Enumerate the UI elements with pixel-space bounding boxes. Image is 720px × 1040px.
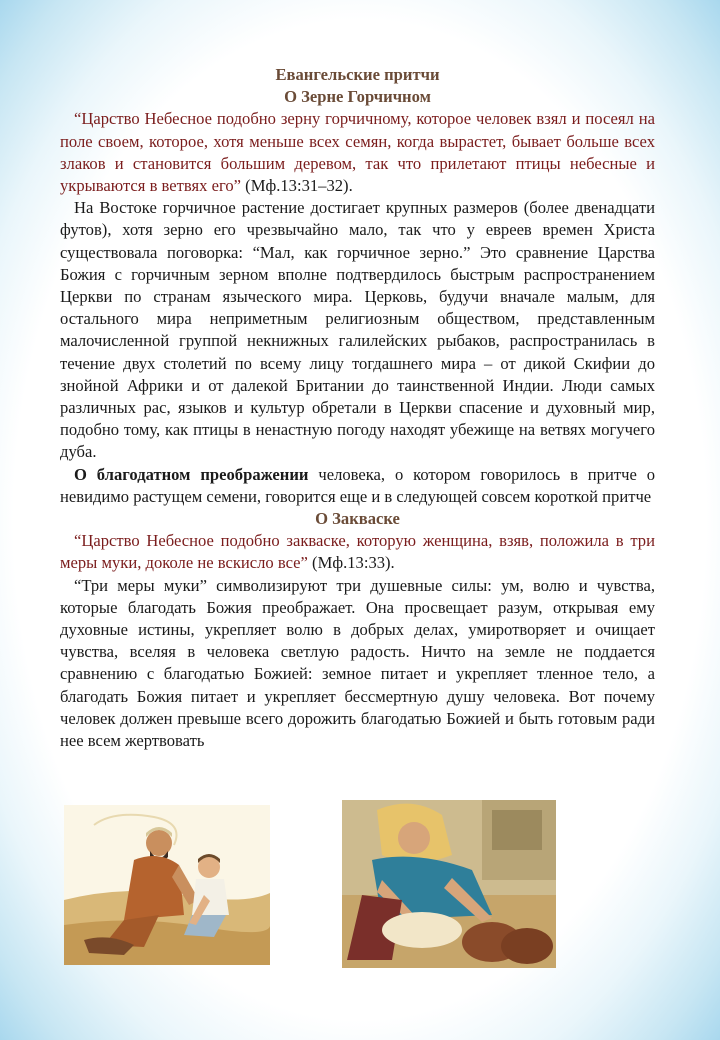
illustration-woman-leaven (342, 800, 556, 968)
illustration-sower (64, 805, 270, 965)
section-title-leaven: О Закваске (315, 509, 400, 529)
parable-leaven-reference: (Мф.13:33). (307, 553, 395, 573)
paragraph-leaven-commentary: “Три меры муки” символизируют три душевные силы: ум, волю и чувства, которые благодать Божия преображает. Она просвещает разум, открывая ему духовные истины, укрепляет волю в добрых делах, умиротворяет и очищает чувства, вселяя в человека светлую радость. Ничто на земле не поддается сравнению с благодатью Божией: земное питает и укрепляет тленное тело, а благодать Божия питает и укрепляет бессмертную душу человека. Вот почему человек должен превыше всего дорожить благодатью Божией и быть готовым ради нее всем жертвовать (60, 575, 655, 751)
document-title: Евангельские притчи (275, 65, 440, 84)
document-body (60, 64, 655, 752)
parable-leaven-quote: “Царство Небесное подобно закваске, которую женщина, взяв, положила в три меры муки, доколе не вскисло все” (60, 531, 655, 573)
parable-mustard-quote: “Царство Небесное подобно зерну горчичному, которое человек взял и посеял на поле своем, которое, хотя меньше всех семян, когда вырастет, бывает больше всех злаков и становится большим деревом, так что прилетают птицы небесные и укрываются в ветвях его” (60, 109, 655, 196)
parable-mustard-seed (60, 108, 655, 197)
parable-leaven (60, 530, 655, 574)
parable-mustard-reference: (Мф.13:31–32). (241, 176, 353, 196)
paragraph-transition-bold: О благодатном преображении (74, 464, 309, 484)
section-title-mustard-seed: О Зерне Горчичном (284, 87, 431, 107)
paragraph-mustard-commentary: На Востоке горчичное растение достигает крупных размеров (более двенадцати футов), хотя зерно его чрезвычайно мало, так что у евреев времен Христа существовала поговорка: “Мал, как горчичное зерно.” Это сравнение Царства Божия с горчичным зерном вполне подтвердилось быстрым распространением Церкви по странам языческого мира. Церковь, будучи вначале малым, для остального мира неприметным религиозным обществом, представленным малочисленной группой некнижных галилейских рыбаков, распространилась в течение двух столетий по всему лицу тогдашнего мира – от дикой Скифии до знойной Африки и от далекой Британии до таинственной Индии. Люди самых различных рас, языков и культур обретали в Церкви спасение и духовный мир, подобно тому, как птицы в ненастную погоду находят убежище на ветвях могучего дуба. (60, 198, 655, 462)
paragraph-transition (60, 464, 655, 508)
paragraph-transition-text: человека, о котором говорилось в притче о невидимо растущем семени, говорится еще и в следующей совсем короткой притче (60, 464, 655, 506)
